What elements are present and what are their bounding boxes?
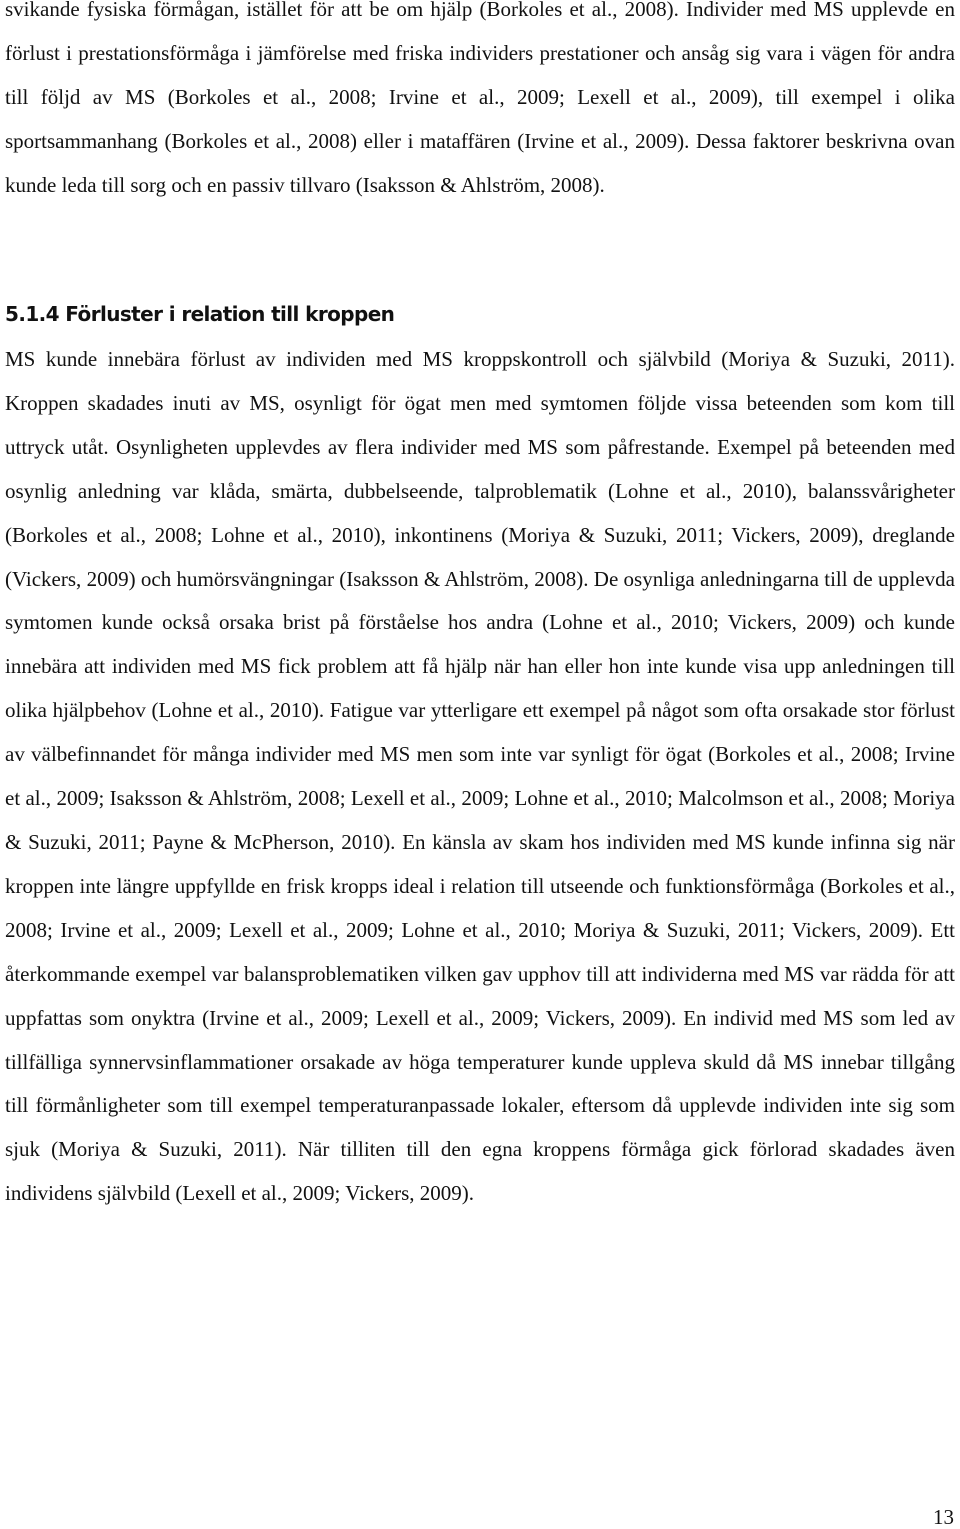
section-body-paragraph: MS kunde innebära förlust av individen med MS kroppskontroll och självbild (Moriya & Suzuki, 2011). Kroppen skadades inuti av MS, osynligt för ögat men med symtomen följde vissa beteenden som kom till uttryck utåt. Osynligheten upplevdes av flera individer med MS som påfrestande. Exempel på beteenden med osynlig anledning var klåda, smärta, dubbelseende, talproblematik (Lohne et al., 2010), balanssvårigheter (Borkoles et al., 2008; Lohne et al., 2010), inkontinens (Moriya & Suzuki, 2011; Vickers, 2009), dreglande (Vickers, 2009) och humörsvängningar (Isaksson & Ahlström, 2008). De osynliga anledningarna till de upplevda symtomen kunde också orsaka brist på förståelse hos andra (Lohne et al., 2010; Vickers, 2009) och kunde innebära att individen med MS fick problem att få hjälp när han eller hon inte kunde visa upp anledningen till olika hjälpbehov (Lohne et al., 2010). Fatigue var ytterligare ett exempel på något som ofta orsakade stor förlust av välbefinnandet för många individer med MS men som inte var synligt för ögat (Borkoles et al., 2008; Irvine et al., 2009; Isaksson & Ahlström, 2008; Lexell et al., 2009; Lohne et al., 2010; Malcolmson et al., 2008; Moriya & Suzuki, 2011; Payne & McPherson, 2010). En känsla av skam hos individen med MS kunde infinna sig när kroppen inte längre uppfyllde en frisk kropps ideal i relation till utseende och funktionsförmåga (Borkoles et al., 2008; Irvine et al., 2009; Lexell et al., 2009; Lohne et al., 2010; Moriya & Suzuki, 2011; Vickers, 2009). Ett återkommande exempel var balansproblematiken vilken gav upphov till att individerna med MS var rädda för att uppfattas som onyktra (Irvine et al., 2009; Lexell et al., 2009; Vickers, 2009). En individ med MS som led av tillfälliga synnervsinflammationer orsakade av höga temperaturer kunde uppleva skuld då MS innebar tillgång till förmånligheter som till exempel temperaturanpassade lokaler, eftersom då upplevde individen inte sig som sjuk (Moriya & Suzuki, 2011). När tilliten till den egna kroppens förmåga gick förlorad skadades även individens självbild (Lexell et al., 2009; Vickers, 2009). [5, 347, 955, 1206]
page-number: 13 [933, 1505, 954, 1529]
continuation-paragraph: svikande fysiska förmågan, istället för att be om hjälp (Borkoles et al., 2008). Individer med MS upplevde en förlust i prestationsförmåga i jämförelse med friska individers prestationer och ansåg sig vara i vägen för andra till följd av MS (Borkoles et al., 2008; Irvine et al., 2009; Lexell et al., 2009), till exempel i olika sportsammanhang (Borkoles et al., 2008) eller i mataffären (Irvine et al., 2009). Dessa faktorer beskrivna ovan kunde leda till sorg och en passiv tillvaro (Isaksson & Ahlström, 2008). [5, 0, 955, 197]
section-heading: 5.1.4 Förluster i relation till kroppen [5, 302, 395, 326]
